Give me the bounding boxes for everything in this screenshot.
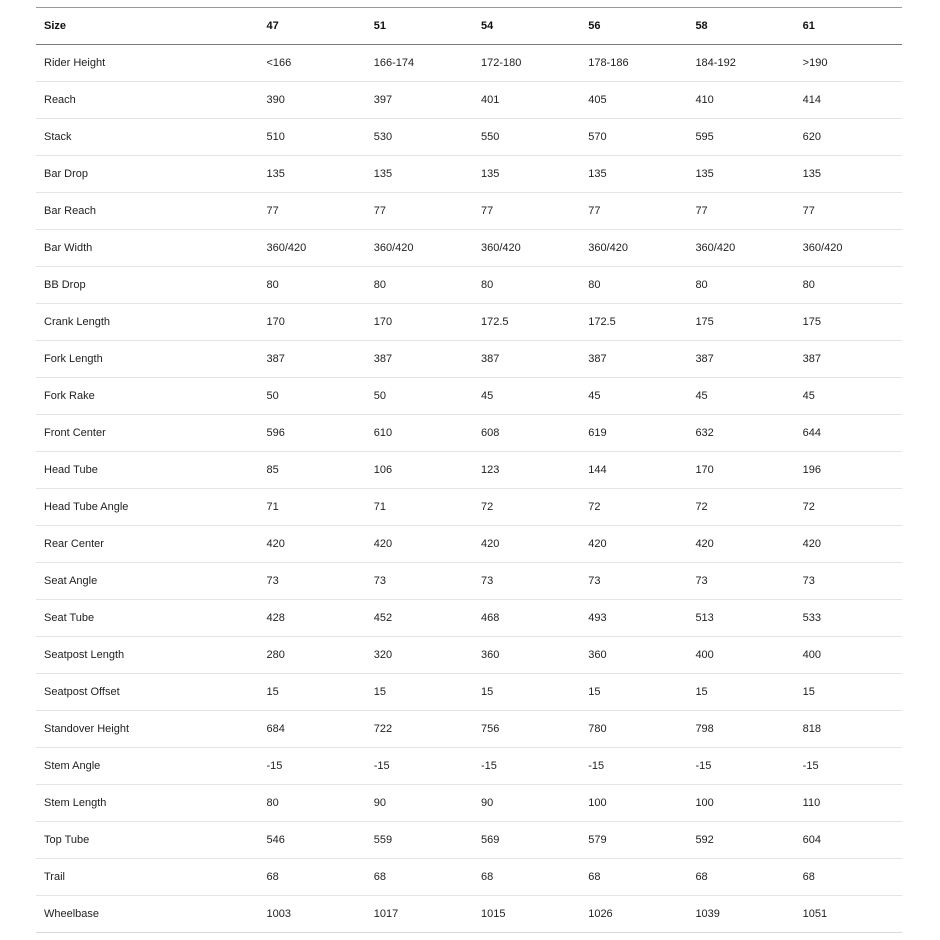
row-value: -15 [795,748,902,785]
row-value: 172-180 [473,45,580,82]
row-label: BB Drop [36,267,259,304]
row-value: 397 [366,82,473,119]
table-row [36,748,902,785]
row-value: 756 [473,711,580,748]
table-row [36,415,902,452]
row-value: 493 [580,600,687,637]
row-value: 172.5 [473,304,580,341]
row-value: 1015 [473,896,580,933]
row-value: 592 [687,822,794,859]
row-value: 90 [473,785,580,822]
table-row [36,230,902,267]
row-value: 619 [580,415,687,452]
row-value: 73 [366,563,473,600]
row-value: -15 [259,748,366,785]
row-value: 569 [473,822,580,859]
row-value: 80 [366,267,473,304]
row-value: 604 [795,822,902,859]
row-value: 85 [259,452,366,489]
row-value: 360/420 [687,230,794,267]
row-value: 780 [580,711,687,748]
row-value: 420 [473,526,580,563]
row-value: 1039 [687,896,794,933]
row-value: 360/420 [366,230,473,267]
row-value: 45 [687,378,794,415]
row-label: Crank Length [36,304,259,341]
row-value: -15 [580,748,687,785]
row-value: 400 [795,637,902,674]
row-value: 80 [687,267,794,304]
row-value: 15 [687,674,794,711]
row-value: 428 [259,600,366,637]
row-value: 530 [366,119,473,156]
row-value: 818 [795,711,902,748]
header-row [36,8,902,45]
row-value: 360/420 [580,230,687,267]
row-value: 196 [795,452,902,489]
row-value: 72 [473,489,580,526]
row-value: 77 [795,193,902,230]
row-value: 550 [473,119,580,156]
row-value: 632 [687,415,794,452]
row-value: 684 [259,711,366,748]
row-value: 170 [687,452,794,489]
row-label: Fork Rake [36,378,259,415]
row-value: 401 [473,82,580,119]
table-row [36,193,902,230]
row-value: 68 [687,859,794,896]
row-value: 144 [580,452,687,489]
row-value: 45 [473,378,580,415]
row-value: 178-186 [580,45,687,82]
row-value: 50 [259,378,366,415]
row-value: 73 [795,563,902,600]
row-value: 387 [687,341,794,378]
row-value: 387 [795,341,902,378]
row-value: 50 [366,378,473,415]
row-value: 360 [580,637,687,674]
row-value: 15 [366,674,473,711]
row-value: 420 [795,526,902,563]
row-value: 77 [366,193,473,230]
row-value: 77 [580,193,687,230]
row-value: 68 [795,859,902,896]
row-value: 400 [687,637,794,674]
row-value: 90 [366,785,473,822]
row-value: 596 [259,415,366,452]
row-value: 77 [259,193,366,230]
row-label: Stem Length [36,785,259,822]
header-size-label: Size [36,8,259,45]
row-value: 360/420 [259,230,366,267]
row-value: 73 [259,563,366,600]
table-row [36,452,902,489]
table-row [36,674,902,711]
table-row [36,563,902,600]
row-value: 360/420 [795,230,902,267]
table-row [36,156,902,193]
row-value: 172.5 [580,304,687,341]
row-value: 420 [366,526,473,563]
row-label: Rear Center [36,526,259,563]
row-value: 1017 [366,896,473,933]
row-value: 420 [687,526,794,563]
row-value: 68 [366,859,473,896]
table-row [36,45,902,82]
row-value: 387 [366,341,473,378]
table-row [36,637,902,674]
row-value: 68 [580,859,687,896]
row-value: 68 [473,859,580,896]
row-value: 570 [580,119,687,156]
row-value: 15 [473,674,580,711]
table-row [36,119,902,156]
row-label: Seat Tube [36,600,259,637]
row-value: 452 [366,600,473,637]
row-value: 722 [366,711,473,748]
row-value: 73 [473,563,580,600]
row-label: Rider Height [36,45,259,82]
table-header [36,8,902,45]
row-label: Bar Width [36,230,259,267]
row-value: 420 [580,526,687,563]
row-value: 135 [795,156,902,193]
row-value: 135 [366,156,473,193]
row-value: 77 [687,193,794,230]
row-value: 80 [259,267,366,304]
row-value: 1051 [795,896,902,933]
table-row [36,304,902,341]
row-value: 68 [259,859,366,896]
row-value: 72 [795,489,902,526]
row-label: Wheelbase [36,896,259,933]
row-value: 166-174 [366,45,473,82]
table-row [36,82,902,119]
row-label: Seatpost Length [36,637,259,674]
row-value: 100 [687,785,794,822]
row-label: Head Tube Angle [36,489,259,526]
header-size-58: 58 [687,8,794,45]
row-value: <166 [259,45,366,82]
table-row [36,267,902,304]
row-value: 72 [687,489,794,526]
row-value: 175 [795,304,902,341]
row-value: -15 [473,748,580,785]
row-value: 608 [473,415,580,452]
row-value: 73 [580,563,687,600]
row-value: 45 [795,378,902,415]
row-value: 15 [580,674,687,711]
row-value: 170 [366,304,473,341]
row-value: 72 [580,489,687,526]
row-value: -15 [366,748,473,785]
row-value: 387 [580,341,687,378]
table-row [36,600,902,637]
row-value: 513 [687,600,794,637]
row-value: 71 [259,489,366,526]
row-value: 1003 [259,896,366,933]
row-value: 387 [473,341,580,378]
row-value: 110 [795,785,902,822]
row-label: Fork Length [36,341,259,378]
row-label: Standover Height [36,711,259,748]
row-value: 360/420 [473,230,580,267]
geometry-table [36,7,902,933]
row-value: -15 [687,748,794,785]
row-value: 468 [473,600,580,637]
row-value: 390 [259,82,366,119]
row-value: 135 [580,156,687,193]
row-label: Head Tube [36,452,259,489]
row-value: 320 [366,637,473,674]
row-value: 510 [259,119,366,156]
row-value: 106 [366,452,473,489]
row-label: Bar Drop [36,156,259,193]
row-value: 410 [687,82,794,119]
row-label: Front Center [36,415,259,452]
header-size-61: 61 [795,8,902,45]
row-value: 546 [259,822,366,859]
row-label: Trail [36,859,259,896]
row-value: >190 [795,45,902,82]
row-label: Seatpost Offset [36,674,259,711]
row-value: 45 [580,378,687,415]
row-value: 595 [687,119,794,156]
table-row [36,711,902,748]
row-value: 15 [795,674,902,711]
table-row [36,822,902,859]
row-value: 610 [366,415,473,452]
row-value: 533 [795,600,902,637]
row-value: 559 [366,822,473,859]
row-label: Seat Angle [36,563,259,600]
table-row [36,526,902,563]
row-value: 420 [259,526,366,563]
row-value: 387 [259,341,366,378]
row-value: 1026 [580,896,687,933]
row-value: 80 [473,267,580,304]
row-value: 579 [580,822,687,859]
table-row [36,489,902,526]
row-value: 135 [259,156,366,193]
table-body [36,45,902,933]
row-label: Bar Reach [36,193,259,230]
row-value: 71 [366,489,473,526]
row-value: 620 [795,119,902,156]
row-value: 135 [473,156,580,193]
row-label: Top Tube [36,822,259,859]
row-value: 644 [795,415,902,452]
row-value: 414 [795,82,902,119]
row-value: 360 [473,637,580,674]
header-size-47: 47 [259,8,366,45]
row-value: 184-192 [687,45,794,82]
row-value: 100 [580,785,687,822]
row-value: 135 [687,156,794,193]
row-value: 123 [473,452,580,489]
row-value: 73 [687,563,794,600]
row-label: Stack [36,119,259,156]
row-label: Reach [36,82,259,119]
row-value: 80 [580,267,687,304]
row-value: 798 [687,711,794,748]
row-label: Stem Angle [36,748,259,785]
row-value: 170 [259,304,366,341]
row-value: 80 [259,785,366,822]
header-size-56: 56 [580,8,687,45]
header-size-51: 51 [366,8,473,45]
table-row [36,859,902,896]
row-value: 77 [473,193,580,230]
row-value: 280 [259,637,366,674]
row-value: 80 [795,267,902,304]
row-value: 175 [687,304,794,341]
table-row [36,785,902,822]
table-row [36,378,902,415]
row-value: 15 [259,674,366,711]
table-row [36,896,902,933]
header-size-54: 54 [473,8,580,45]
table-row [36,341,902,378]
row-value: 405 [580,82,687,119]
